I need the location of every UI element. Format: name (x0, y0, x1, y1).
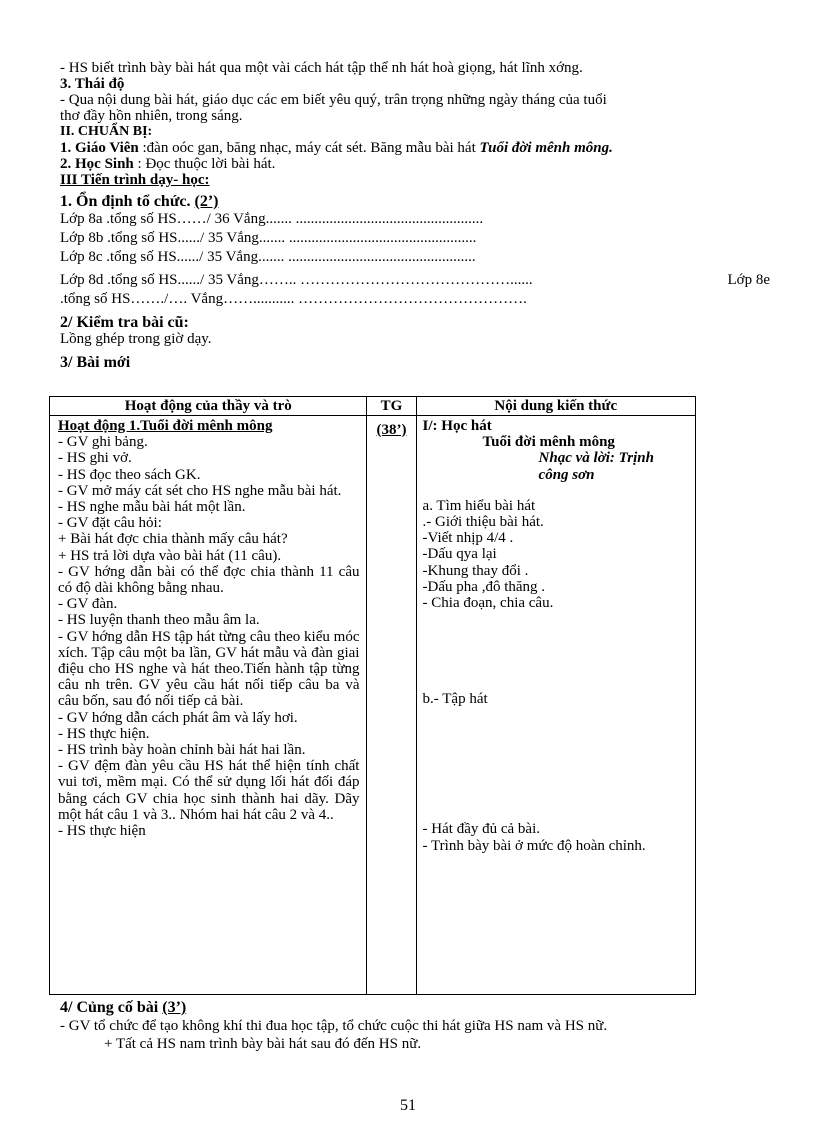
header-time: TG (367, 397, 416, 416)
class-8c-line: Lớp 8c .tổng số HS....../ 35 Vắng....... .................................................. (60, 249, 476, 265)
activity-item: - GV hớng dẫn bài có thể đợc chia thành 11 câu có độ dài không bằng nhau. (58, 563, 360, 597)
lesson-plan-table (49, 396, 696, 995)
activity-item: - GV hớng dẫn HS tập hát từng câu theo kiểu móc xích. Tập câu một ba lần, GV hát mẫu và đàn giai điệu cho HS nghe và hát theo.Tiến hành tập từng câu nh trên. GV yêu cầu hát nối tiếp câu ba và câu bốn, sau đó nối tiếp cả bài. (58, 628, 360, 710)
class-8b-line: Lớp 8b .tổng số HS....../ 35 Vắng....... .................................................. (60, 230, 477, 246)
activity-item: + HS trả lời dựa vào bài hát (11 câu). (58, 547, 282, 564)
skill-line: - HS biết trình bày bài hát qua một vài cách hát tập thể nh hát hoà giọng, hát lĩnh xớng. (60, 60, 583, 76)
review-time: (3’) (162, 999, 187, 1016)
section-attitude-title: 3. Thái độ (60, 76, 125, 92)
activity-item: - HS ghi vở. (58, 450, 132, 467)
class-8a-line: Lớp 8a .tổng số HS……/ 36 Vắng....... .................................................. (60, 211, 484, 227)
organization-time: (2’) (194, 193, 219, 210)
check-title: 2/ Kiểm tra bài cũ: (60, 314, 189, 331)
student-label: 2. Học Sinh (60, 156, 134, 172)
activity-item: - GV ghi bảng. (58, 434, 148, 451)
review-title (60, 1000, 780, 1016)
activity-item: - GV hớng dẫn cách phát âm và lấy hơi. (58, 709, 298, 726)
class-8d-text: Lớp 8d .tổng số HS....../ 35 Vắng…….. ……………………………………...... (60, 272, 533, 288)
review-section (60, 1000, 780, 1052)
activity-item: - GV đàn. (58, 596, 118, 613)
activity-item: - HS thực hiện. (58, 725, 150, 742)
content-c-item: - Trình bày bài ở mức độ hoàn chỉnh. (422, 837, 646, 854)
table-row (50, 416, 696, 995)
content-a-item: - Chia đoạn, chia câu. (422, 595, 554, 612)
teacher-prep (60, 140, 770, 156)
teacher-text: :đàn oóc gan, băng nhạc, máy cát sét. Băng mẫu bài hát (138, 140, 480, 156)
activity-item: - GV đặt câu hỏi: (58, 515, 162, 532)
activity-item: - HS nghe mẫu bài hát một lần. (58, 499, 246, 516)
new-lesson-title: 3/ Bài mới (60, 354, 131, 371)
content-author: Nhạc và lời: Trịnh công sơn (538, 450, 654, 483)
attitude-line-1: - Qua nội dung bài hát, giáo dục các em biết yêu quý, trân trọng những ngày tháng của tuổi (60, 92, 607, 108)
content-a-item: -Viết nhịp 4/4 . (422, 530, 514, 547)
activity-item: - GV mở máy cát sét cho HS nghe mẫu bài hát. (58, 482, 342, 499)
content-a-item: -Dấu pha ,đô thăng . (422, 578, 546, 595)
content-song-title: Tuổi đời mênh mông (482, 434, 615, 451)
page-number: 51 (400, 1097, 416, 1114)
content-title: I/: Học hát (422, 418, 492, 434)
song-title-inline: Tuổi đời mênh mông. (479, 140, 613, 156)
activity-item: - HS luyện thanh theo mẫu âm la. (58, 612, 260, 629)
content-b-item: b.- Tập hát (422, 691, 488, 708)
activity-title: Hoạt động 1.Tuổi đời mênh mông (58, 418, 273, 434)
activity-item: - HS thực hiện (58, 823, 146, 840)
teacher-label: 1. Giáo Viên (60, 140, 139, 156)
content-a-item: .- Giới thiệu bài hát. (422, 514, 544, 531)
activity-item: - GV đệm đàn yêu cầu HS hát thể hiện tính chất vui tơi, mềm mại. Có thể sử dụng lối hát đối đáp bằng cách GV chia học sinh thành hai dãy. Dãy một hát câu 1 và 3.. Nhóm hai hát câu 2 và 4.. (58, 758, 360, 823)
time-value: (38’) (376, 422, 407, 438)
table-header-row (50, 397, 696, 416)
organization-label: 1. Ổn định tổ chức. (60, 193, 195, 210)
student-text: : Đọc thuộc lời bài hát. (133, 156, 276, 172)
review-line-1: - GV tổ chức để tạo không khí thi đua học tập, tổ chức cuộc thi hát giữa HS nam và HS nữ. (60, 1018, 608, 1034)
content-a-item: -Dấu qya lại (422, 546, 497, 563)
student-prep (60, 156, 770, 172)
class-8d-line (60, 271, 770, 290)
content-a-item: -Khung thay đổi . (422, 562, 529, 579)
time-cell (367, 416, 416, 995)
content-c-item: - Hát đầy đủ cả bài. (422, 821, 540, 838)
content-a-item: a. Tìm hiểu bài hát (422, 497, 536, 514)
organization-title (60, 194, 770, 210)
activity-item: + Bài hát đợc chia thành mấy câu hát? (58, 531, 288, 548)
header-activities: Hoạt động của thầy và trò (50, 397, 367, 416)
activity-item: - HS đọc theo sách GK. (58, 466, 201, 483)
activity-item: - HS trình bày hoàn chỉnh bài hát hai lần. (58, 742, 306, 759)
content-cell (416, 416, 695, 995)
class-8e-label: Lớp 8e (727, 272, 770, 288)
preparation-title: II. CHUẨN BỊ: (60, 124, 153, 139)
review-line-2: + Tất cả HS nam trình bày bài hát sau đó đến HS nữ. (104, 1036, 422, 1052)
attitude-line-2: thơ đầy hồn nhiên, trong sáng. (60, 108, 243, 124)
header-content: Nội dung kiến thức (416, 397, 695, 416)
lesson-header (60, 60, 770, 371)
activities-cell (50, 416, 367, 995)
review-label: 4/ Củng cố bài (60, 999, 163, 1016)
process-title: III Tiến trình dạy- học: (60, 172, 210, 188)
check-text: Lồng ghép trong giờ dạy. (60, 331, 212, 347)
class-8e-line: .tổng số HS……./…. Vắng……........... ………………………………………. (60, 291, 527, 307)
